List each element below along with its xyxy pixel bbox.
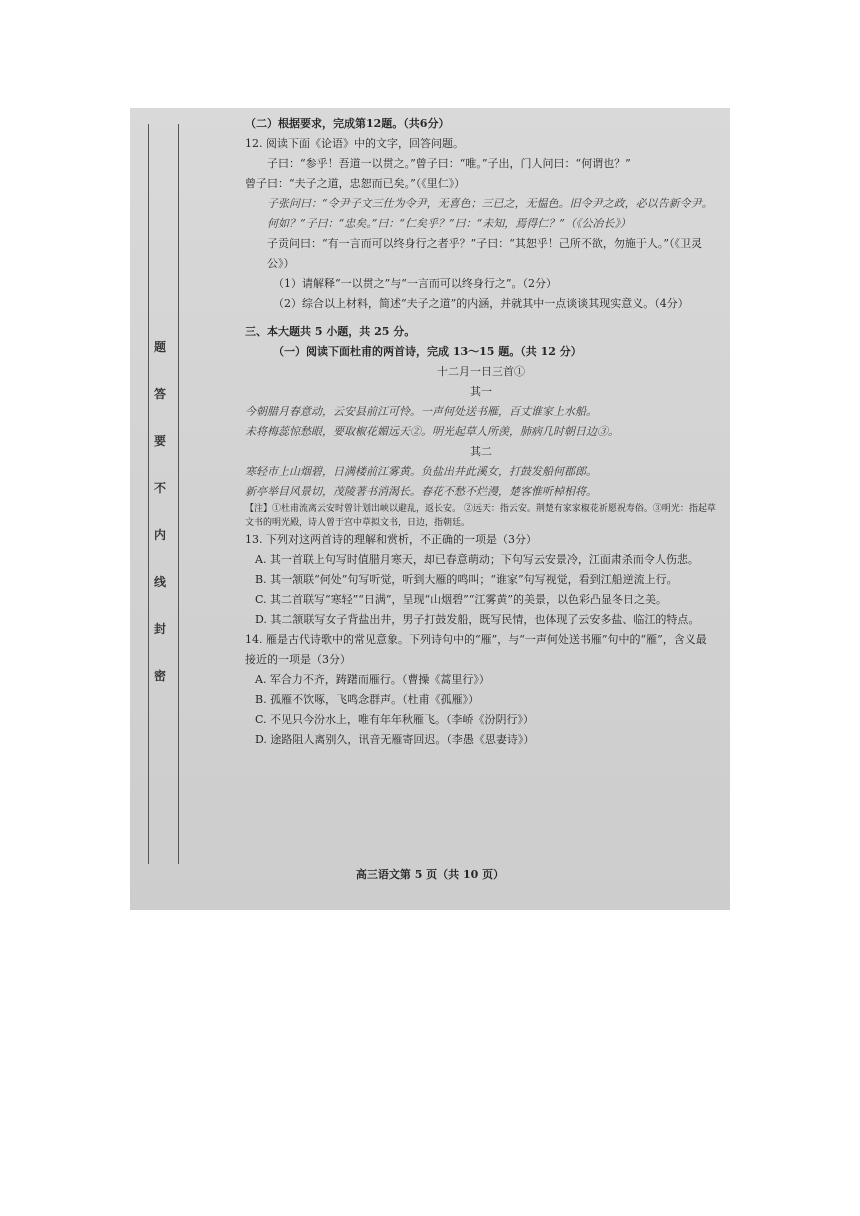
q12-line2: 曾子曰：“夫子之道，忠恕而已矣。”（《里仁》） [245,177,466,190]
section2-header: （二）根据要求，完成第12题。（共6分） [245,117,450,130]
q14-option-a: A. 军合力不齐，踌躇而雁行。（曹操《蒿里行》） [255,673,490,686]
binding-line-left [148,124,149,864]
binding-char: 答 [153,387,166,401]
q12-sub2: （2）综合以上材料，简述“夫子之道”的内涵，并就其中一点谈谈其现实意义。（4分） [273,297,689,310]
binding-char: 封 [153,622,166,636]
binding-char: 题 [153,340,166,354]
poem1-title: 其一 [470,385,492,398]
photographed-exam-page [130,108,730,910]
q12-sub1: （1）请解释“一以贯之”与“一言而可以终身行之”。（2分） [273,277,557,290]
q13-option-c: C. 其二首联写“寒轻”“日满”，呈现“山烟碧”“江雾黄”的美景，以色彩凸显冬日之美。 [255,593,668,606]
binding-margin-text [152,338,168,684]
poem-title: 十二月一日三首① [437,365,525,378]
poem2-line2: 新亭举目风景切，茂陵著书消渴长。春花不愁不烂漫，楚客惟听棹相将。 [245,485,597,498]
poem-note: 【注】①杜甫流离云安时曾计划出峡以避乱，返长安。 ②远天：指云安。荆楚有家家椒花祈愿祝寿俗。③明光：指起草文书的明光殿，诗人曾于宫中草拟文书，日边，指朝廷。 [245,504,716,528]
exam-content [245,114,717,750]
q13-option-a: A. 其一首联上句写时值腊月寒天，却已春意萌动；下句写云安景冷，江面肃杀而令人伤悲。 [255,553,699,566]
q14-option-c: C. 不见只今汾水上，唯有年年秋雁飞。（李峤《汾阴行》） [255,713,535,726]
q14-option-d: D. 途路阻人离别久，讯音无雁寄回迟。（李愚《思妻诗》） [255,733,535,746]
q12-intro: 12. 阅读下面《论语》中的文字，回答问题。 [245,137,464,150]
poem1-line2: 未将梅蕊惊愁眼，要取椒花媚远天②。明光起草人所羡，肺病几时朝日边③。 [245,425,619,438]
q12-line3: 子张问曰：“令尹子文三仕为令尹，无喜色；三已之，无愠色。旧令尹之政，必以告新令尹。何如？”子曰：“忠矣。”曰：“仁矣乎？”曰：“未知，焉得仁？”（《公冶长》） [267,197,713,230]
poem1-line1: 今朝腊月春意动，云安县前江可怜。一声何处送书雁，百丈谁家上水船。 [245,405,597,418]
binding-char: 不 [153,481,166,495]
binding-char: 要 [153,434,166,448]
section3-header: 三、本大题共 5 小题，共 25 分。 [245,325,416,338]
binding-line-right [178,124,179,864]
q13-option-b: B. 其一颔联“何处”句写听觉，听到大雁的鸣叫；“谁家”句写视觉，看到江船逆流上行。 [255,573,678,586]
binding-char: 线 [153,575,166,589]
part1-header: （一）阅读下面杜甫的两首诗，完成 13～15 题。（共 12 分） [273,345,582,358]
poem2-line1: 寒轻市上山烟碧，日满楼前江雾黄。负盐出井此溪女，打鼓发船何郡郎。 [245,465,597,478]
q14-stem: 14. 雁是古代诗歌中的常见意象。下列诗句中的“雁”，与“一声何处送书雁”句中的“雁”，含义最接近的一项是（3分） [245,633,707,666]
page-footer: 高三语文第 5 页（共 10 页） [355,868,505,881]
binding-char: 密 [153,669,166,683]
q13-option-d: D. 其二颔联写女子背盐出井，男子打鼓发船，既写民情，也体现了云安多盐、临江的特点。 [255,613,700,626]
binding-char: 内 [153,528,166,542]
poem2-title: 其二 [470,445,492,458]
q12-line1: 子曰：“参乎！吾道一以贯之。”曾子曰：“唯。”子出，门人问曰：“何谓也？” [267,157,631,170]
q14-option-b: B. 孤雁不饮啄，飞鸣念群声。（杜甫《孤雁》） [255,693,480,706]
q12-line4: 子贡问曰：“有一言而可以终身行之者乎？”子曰：“其恕乎！己所不欲，勿施于人。”（《卫灵公》） [267,237,702,270]
q13-stem: 13. 下列对这两首诗的理解和赏析，不正确的一项是（3分） [245,533,537,546]
